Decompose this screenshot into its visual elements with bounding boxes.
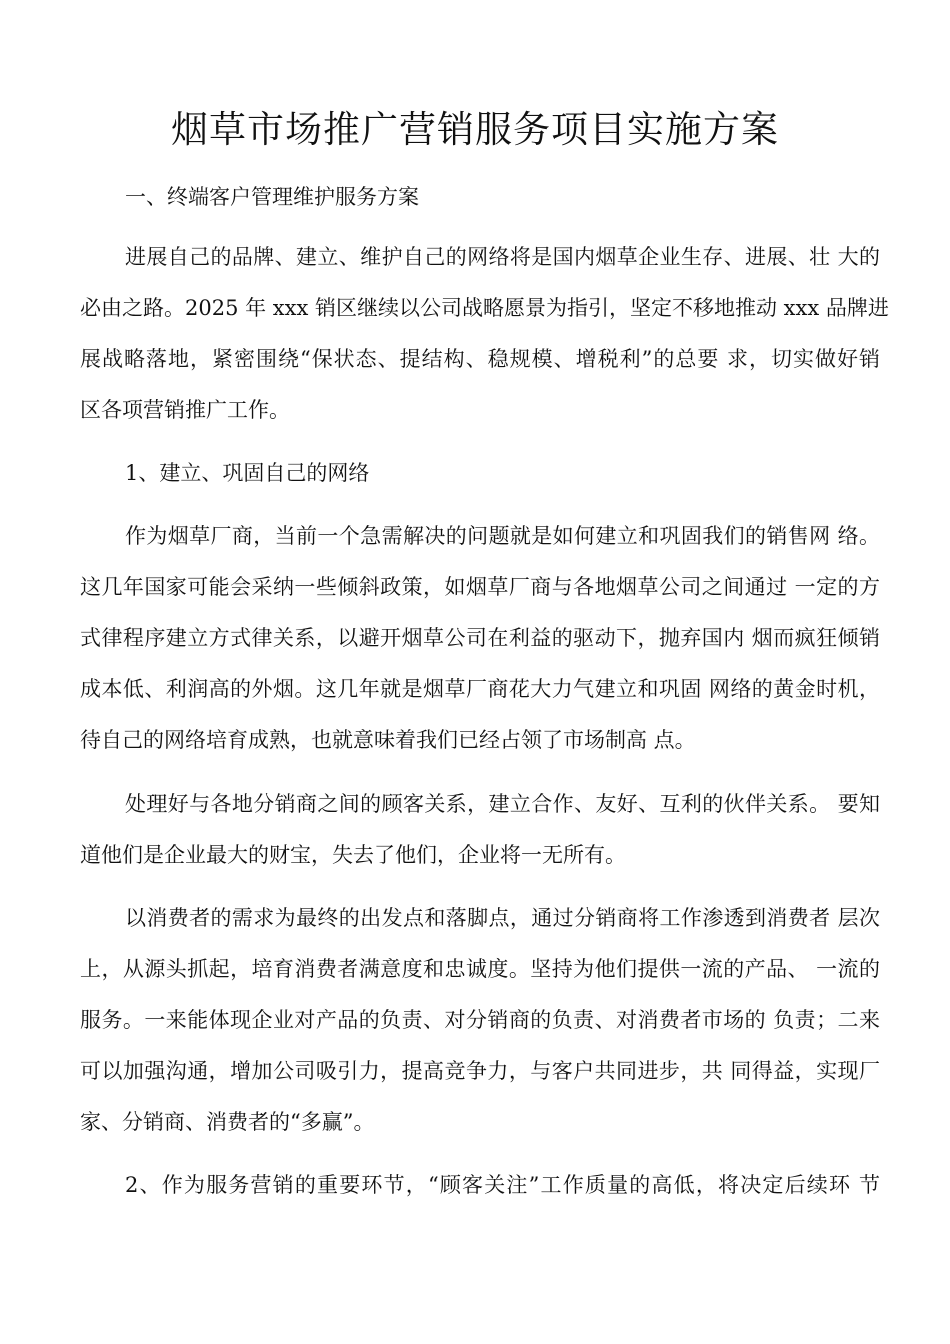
paragraph-line: 必由之路。2025 年 xxx 销区继续以公司战略愿景为指引，坚定不移地推动 xxx 品牌进 (80, 296, 889, 320)
paragraph-5 (80, 1160, 880, 1211)
paragraph-line: 家、分销商、消费者的“多赢”。 (80, 1110, 375, 1134)
document-title: 烟草市场推广营销服务项目实施方案 (171, 108, 779, 151)
paragraph-2 (80, 511, 880, 766)
item-heading-1: 1、建立、巩固自己的网络 (125, 461, 370, 485)
paragraph-line: 2、作为服务营销的重要环节，“顾客关注”工作质量的高低，将决定后续环 节 (125, 1173, 880, 1197)
paragraph-line: 作为烟草厂商，当前一个急需解决的问题就是如何建立和巩固我们的销售网 络。 (125, 524, 880, 548)
paragraph-line: 这几年国家可能会采纳一些倾斜政策，如烟草厂商与各地烟草公司之间通过 一定的方 (80, 575, 880, 599)
paragraph-line: 上，从源头抓起，培育消费者满意度和忠诚度。坚持为他们提供一流的产品、 一流的 (80, 957, 881, 981)
paragraph-4 (80, 893, 880, 1148)
paragraph-line: 待自己的网络培育成熟，也就意味着我们已经占领了市场制高 点。 (80, 728, 696, 752)
paragraph-1 (80, 232, 889, 436)
section-heading-1: 一、终端客户管理维护服务方案 (125, 185, 419, 209)
paragraph-3 (80, 779, 880, 881)
paragraph-line: 进展自己的品牌、建立、维护自己的网络将是国内烟草企业生存、进展、壮 大的 (125, 245, 880, 269)
paragraph-line: 成本低、利润高的外烟。这几年就是烟草厂商花大力气建立和巩固 网络的黄金时机， (80, 677, 880, 701)
paragraph-line: 以消费者的需求为最终的出发点和落脚点，通过分销商将工作渗透到消费者 层次 (125, 906, 880, 930)
paragraph-line: 区各项营销推广工作。 (80, 398, 290, 422)
paragraph-line: 处理好与各地分销商之间的顾客关系，建立合作、友好、互利的伙伴关系。 要知 (125, 792, 880, 816)
paragraph-line: 式律程序建立方式律关系，以避开烟草公司在利益的驱动下，抛弃国内 烟而疯狂倾销 (80, 626, 880, 650)
paragraph-line: 展战略落地，紧密围绕“保状态、提结构、稳规模、增税利”的总要 求，切实做好销 (80, 347, 880, 371)
paragraph-line: 服务。一来能体现企业对产品的负责、对分销商的负责、对消费者市场的 负责；二来 (80, 1008, 880, 1032)
paragraph-line: 道他们是企业最大的财宝，失去了他们，企业将一无所有。 (80, 843, 626, 867)
paragraph-line: 可以加强沟通，增加公司吸引力，提高竞争力，与客户共同进步，共 同得益，实现厂 (80, 1059, 880, 1083)
